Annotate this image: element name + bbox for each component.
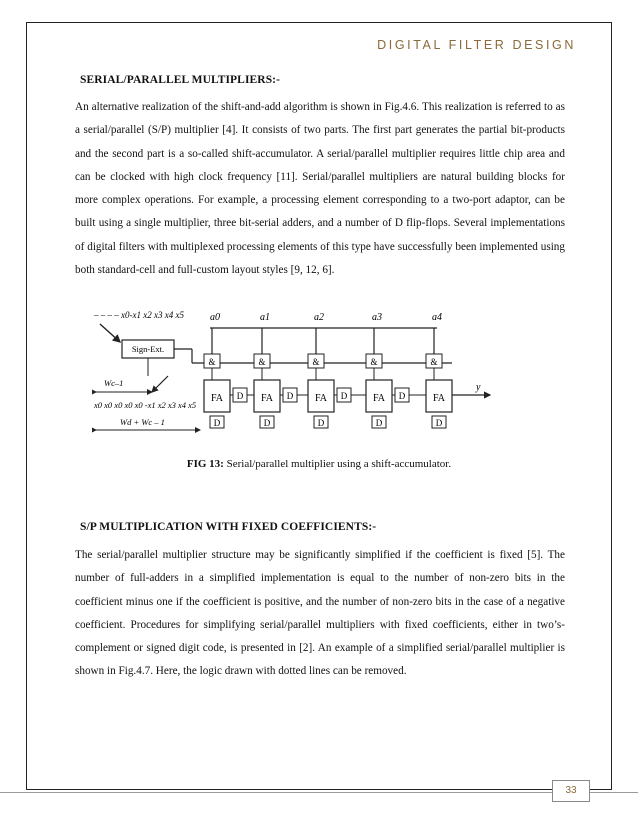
caption-label: FIG 13: [186, 458, 224, 470]
page-number: 33 [552, 780, 590, 802]
fa-label: FA [210, 393, 224, 404]
fa-label: FA [372, 393, 386, 404]
stage-0 [204, 312, 247, 428]
multiplier-diagram [92, 306, 502, 436]
stage-2 [308, 312, 351, 428]
wc-label: Wc–1 [104, 378, 124, 388]
d-label: D [236, 391, 244, 401]
and-label: & [208, 357, 216, 367]
output-label: y [476, 382, 481, 393]
paragraph-serial-parallel: An alternative realization of the shift-and-add algorithm is shown in Fig.4.6. This realization is referred to as a serial/parallel (S/P) multiplier [4]. It consists of two parts. The first part generates the partial bit-products and the second part is a so-called shift-accumulator. A serial/parallel multiplier requires little chip area and can be clocked with high clock frequency [11]. Serial/parallel multipliers are natural building blocks for more complex operations. For example, a processing element corresponding to a two-port adaptor, can be built using a single multiplier, three bit-serial adders, and a number of D flip-flops. Several implementations of digital filters with multiplexed processing elements of this type have successfully been implemented using both standard-cell and full-custom layout styles [9, 12, 6]. [75, 101, 565, 277]
d-label: D [317, 418, 325, 428]
sign-ext-label: Sign-Ext. [131, 344, 165, 354]
wd-label: Wd + Wc – 1 [120, 417, 165, 427]
d-label: D [340, 391, 348, 401]
d-label: D [375, 418, 383, 428]
d-label: D [213, 418, 221, 428]
footer-rule [0, 792, 638, 793]
stage-3 [366, 312, 409, 428]
paragraph-fixed-coefficients: The serial/parallel multiplier structure may be significantly simplified if the coefficient is fixed [5]. The number of full-adders in a simplified implementation is equal to the number of non-zero bits in the coefficient minus one if the coefficient is positive, and the number of non-zero bits in the case of a negative coefficient. Procedures for simplifying serial/parallel multipliers with fixed coefficients, either in two’s-complement or signed digit code, is presented in [2]. An example of a simplified serial/parallel multiplier is shown in Fig.4.7. Here, the logic drawn with dotted lines can be removed. [75, 549, 565, 678]
caption-text: Serial/parallel multiplier using a shift-accumulator. [223, 458, 452, 470]
fa-label: FA [260, 393, 274, 404]
d-label: D [398, 391, 406, 401]
and-label: & [370, 357, 378, 367]
coeff-label: a2 [314, 312, 324, 323]
and-label: & [312, 357, 320, 367]
d-label: D [286, 391, 294, 401]
stage-4 [426, 312, 452, 428]
section-heading-serial-parallel: SERIAL/PARALLEL MULTIPLIERS:- [80, 74, 281, 86]
fa-label: FA [314, 393, 328, 404]
d-label: D [435, 418, 443, 428]
coeff-label: a0 [210, 312, 220, 323]
d-label: D [263, 418, 271, 428]
running-header: DIGITAL FILTER DESIGN [377, 38, 576, 52]
figure-caption [0, 458, 638, 470]
fa-label: FA [432, 393, 446, 404]
coeff-label: a3 [372, 312, 382, 323]
coeff-label: a4 [432, 312, 442, 323]
section-heading-fixed-coefficients: S/P MULTIPLICATION WITH FIXED COEFFICIENTS:- [80, 521, 377, 533]
coeff-label: a1 [260, 312, 270, 323]
stage-1 [254, 312, 297, 428]
bottom-sequence-label: x0 x0 x0 x0 x0 -x1 x2 x3 x4 x5 [94, 400, 197, 410]
and-label: & [430, 357, 438, 367]
input-sequence-label: – – – – x0-x1 x2 x3 x4 x5 [94, 310, 184, 320]
and-label: & [258, 357, 266, 367]
figure-serial-parallel-multiplier [92, 306, 502, 436]
